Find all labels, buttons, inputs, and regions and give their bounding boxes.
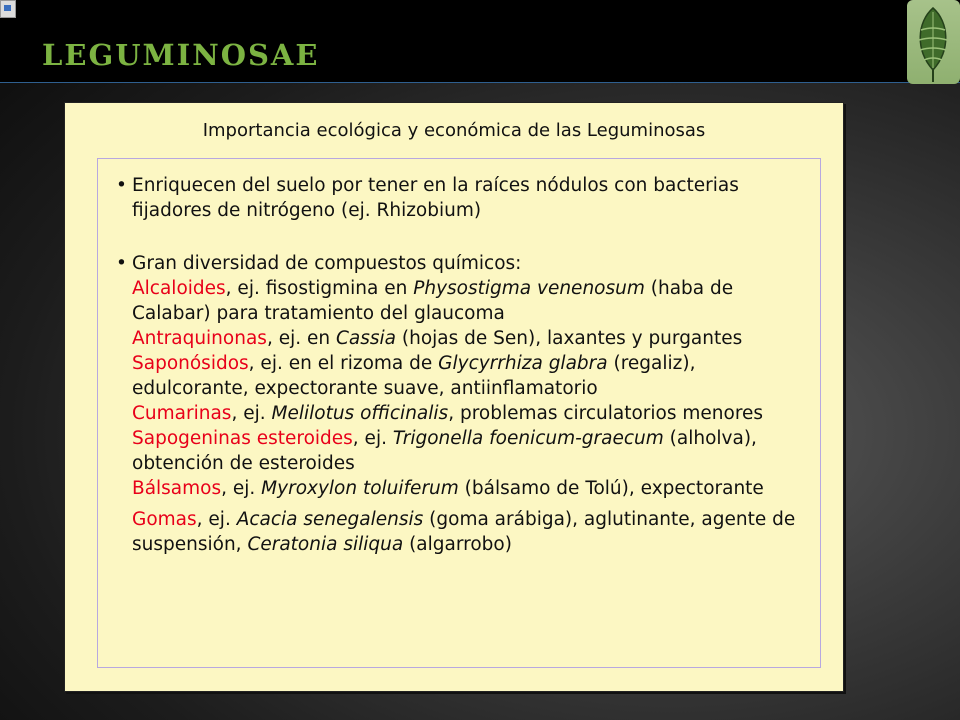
entry-text: , ej.	[352, 428, 393, 449]
species-name: Cassia	[335, 328, 396, 349]
species-name: Ceratonia siliqua	[247, 534, 404, 555]
bullet-text: Gran diversidad de compuestos químicos:	[132, 253, 522, 274]
entry-text: , ej. fisostigmina en	[225, 278, 414, 299]
list-item	[132, 426, 806, 476]
entry-text: (goma arábiga), aglutinante, agente de suspensión,	[132, 509, 796, 555]
entry-text: , ej. en el rizoma de	[248, 353, 439, 374]
compound-term: Gomas	[132, 509, 197, 530]
compound-term: Saponósidos	[132, 353, 249, 374]
species-name: Acacia senegalensis	[236, 509, 424, 530]
compound-term: Bálsamos	[132, 478, 222, 499]
entry-text: (hojas de Sen), laxantes y purgantes	[396, 328, 743, 349]
entry-text: , problemas circulatorios menores	[448, 403, 764, 424]
species-name: Trigonella foenicum-graecum	[392, 428, 664, 449]
bullet-text: Enriquecen del suelo por tener en la raíces nódulos con bacterias fijadores de nitrógeno (ej. Rhizobium)	[132, 175, 739, 221]
species-name: Melilotus officinalis	[271, 403, 449, 424]
list-item	[132, 507, 806, 557]
compound-term: Sapogeninas esteroides	[132, 428, 353, 449]
entry-text: (haba de Calabar) para tratamiento del glaucoma	[132, 278, 734, 324]
pine-cone-logo-icon	[907, 0, 960, 84]
list-item	[132, 326, 806, 351]
compound-list	[116, 276, 806, 557]
species-name: Physostigma venenosum	[413, 278, 645, 299]
content-box	[97, 158, 821, 668]
bullet-dot: •	[116, 253, 127, 274]
entry-text: (algarrobo)	[403, 534, 512, 555]
bullet-nitrogen	[116, 173, 806, 223]
list-item	[132, 401, 806, 426]
compound-term: Alcaloides	[132, 278, 226, 299]
species-name: Myroxylon toluiferum	[261, 478, 459, 499]
entry-text: , ej.	[231, 403, 272, 424]
slide-title: LEGUMINOSAE	[42, 38, 320, 72]
entry-text: (bálsamo de Tolú), expectorante	[458, 478, 764, 499]
bullet-dot: •	[116, 175, 127, 196]
content-panel	[64, 102, 844, 692]
entry-text: , ej.	[196, 509, 237, 530]
list-item	[132, 476, 806, 501]
entry-text: , ej. en	[266, 328, 336, 349]
compound-term: Antraquinonas	[132, 328, 267, 349]
list-item	[132, 276, 806, 326]
entry-text: , ej.	[221, 478, 262, 499]
panel-heading: Importancia ecológica y económica de las Leguminosas	[202, 120, 706, 141]
entry-text: (alholva), obtención de esteroides	[132, 428, 757, 474]
window-icon[interactable]	[0, 0, 16, 18]
bullet-compounds	[116, 251, 806, 276]
entry-text: (regaliz), edulcorante, expectorante suave, antiinflamatorio	[132, 353, 696, 399]
compound-term: Cumarinas	[132, 403, 232, 424]
species-name: Glycyrrhiza glabra	[438, 353, 608, 374]
list-item	[132, 351, 806, 401]
